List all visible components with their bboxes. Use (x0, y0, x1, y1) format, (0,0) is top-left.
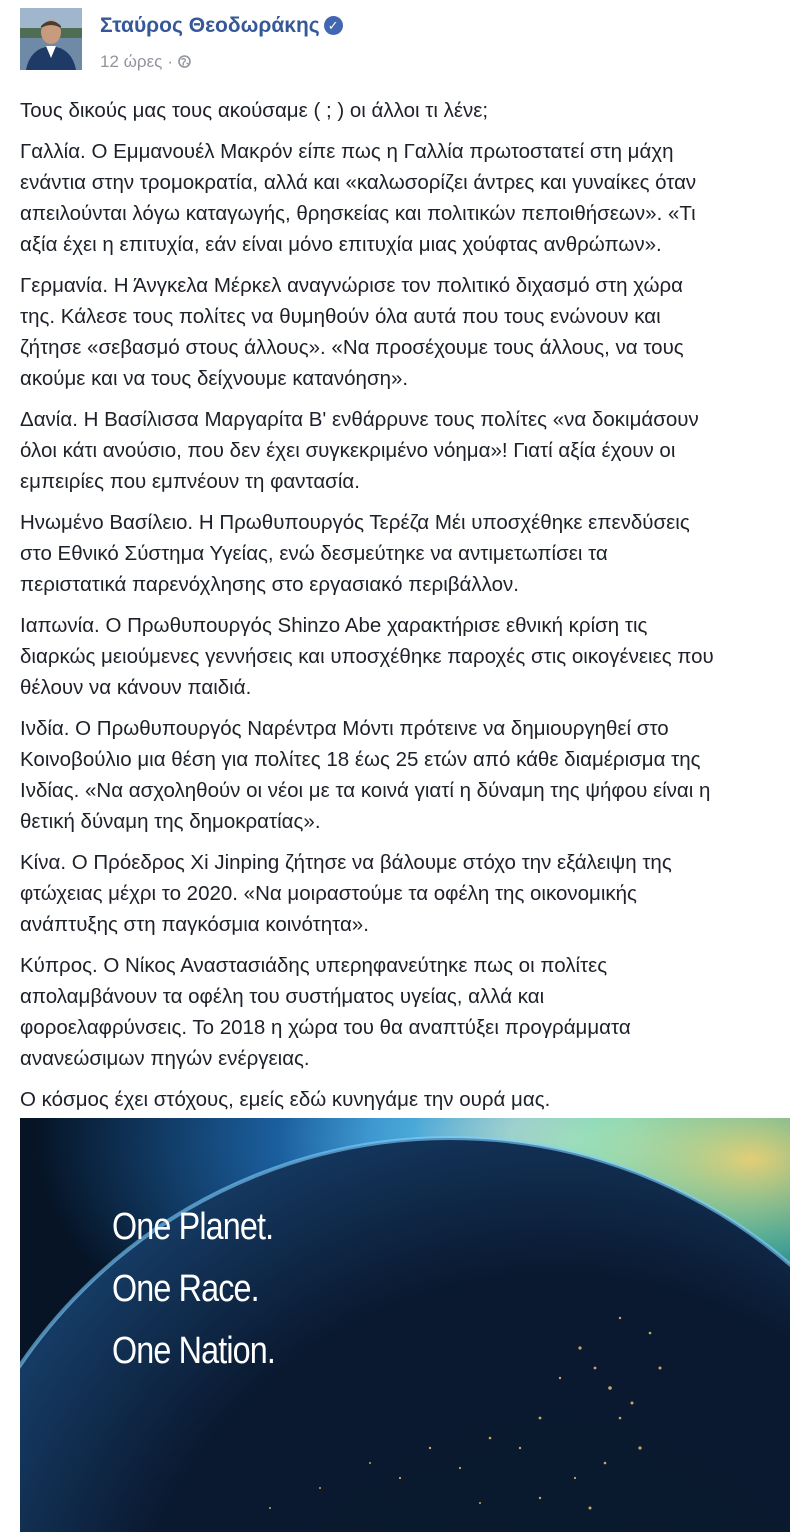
post-paragraph: Κύπρος. Ο Νίκος Αναστασιάδης υπερηφανεύτηκε πως οι πολίτες απολαμβάνουν τα οφέλη του συστήματος υγείας, αλλά και φοροελαφρύνσεις. Το 2018 η χώρα του θα αναπτύξει προγράμματα ανανεώσιμων πηγών ενέργειας. (20, 954, 631, 1070)
post-body (20, 95, 795, 1125)
post-paragraph: Ηνωμένο Βασίλειο. Η Πρωθυπουργός Τερέζα Μέι υποσχέθηκε επενδύσεις στο Εθνικό Σύστημα Υγείας, ενώ δεσμεύτηκε να αντιμετωπίσει τα περιστατικά παρενόχλησης στο εργασιακό περιβάλλον. (20, 511, 690, 596)
post-paragraph: Κίνα. Ο Πρόεδρος Xi Jinping ζήτησε να βάλουμε στόχο την εξάλειψη της φτώχειας μέχρι το 2020. «Να μοιραστούμε τα οφέλη της οικονομικής ανάπτυξης στη παγκόσμια κοινότητα». (20, 851, 672, 936)
post-paragraph: Γερμανία. Η Άνγκελα Μέρκελ αναγνώρισε τον πολιτικό διχασμό στη χώρα της. Κάλεσε τους πολίτες να θυμηθούν όλα αυτά που τους ενώνουν και ζήτησε «σεβασμό στους άλλους». «Να προσέχουμε τους άλλους, να τους ακούμε και να τους δείχνουμε κατανόηση». (20, 274, 684, 390)
photo-line: One Planet. (112, 1206, 274, 1248)
post-paragraph: Ινδία. Ο Πρωθυπουργός Ναρέντρα Μόντι πρότεινε να δημιουργηθεί στο Κοινοβούλιο μια θέση για πολίτες 18 έως 25 ετών από κάθε διαμέρισμα της Ινδίας. «Να ασχοληθούν οι νέοι με τα κοινά γιατί η δύναμη της ψήφου είναι η θετική δύναμη της δημοκρατίας». (20, 717, 711, 833)
avatar[interactable] (20, 8, 82, 70)
post-paragraph: Δανία. Η Βασίλισσα Μαργαρίτα Β' ενθάρρυνε τους πολίτες «να δοκιμάσουν όλοι κάτι ανούσιο, που δεν έχει συγκεκριμένο νόημα»! Γιατί αξία έχουν οι εμπειρίες που εμπνέουν τη φαντασία. (20, 408, 699, 493)
post-paragraph: Ο κόσμος έχει στόχους, εμείς εδώ κυνηγάμε την ουρά μας. (20, 1088, 551, 1111)
globe-icon[interactable] (178, 53, 191, 66)
post-paragraph: Ιαπωνία. Ο Πρωθυπουργός Shinzo Abe χαρακτήρισε εθνική κρίση τις διαρκώς μειούμενες γεννήσεις και υποσχέθηκε παροχές στις οικογένειες που θέλουν να κάνουν παιδιά. (20, 614, 714, 699)
verified-badge-icon: ✓ (324, 16, 343, 35)
meta-separator: · (167, 52, 174, 71)
post-photo[interactable] (20, 1118, 790, 1532)
photo-caption (112, 1196, 275, 1382)
author-name-text[interactable]: Σταύρος Θεοδωράκης (100, 14, 320, 37)
photo-line: One Nation. (112, 1330, 276, 1372)
author-name[interactable] (100, 14, 343, 38)
post-timestamp[interactable]: 12 ώρες (100, 52, 163, 71)
post-paragraph: Τους δικούς μας τους ακούσαμε ( ; ) οι άλλοι τι λένε; (20, 99, 489, 122)
post-meta (100, 52, 191, 72)
photo-line: One Race. (112, 1268, 259, 1310)
post-paragraph: Γαλλία. Ο Εμμανουέλ Μακρόν είπε πως η Γαλλία πρωτοστατεί στη μάχη ενάντια στην τρομοκρατία, αλλά και «καλωσορίζει άντρες και γυναίκες όταν απειλούνται λόγω καταγωγής, θρησκείας και πολιτικών πεποιθήσεων». «Τι αξία έχει η επιτυχία, εάν είναι μόνο επιτυχία μιας χούφτας ανθρώπων». (20, 140, 697, 256)
